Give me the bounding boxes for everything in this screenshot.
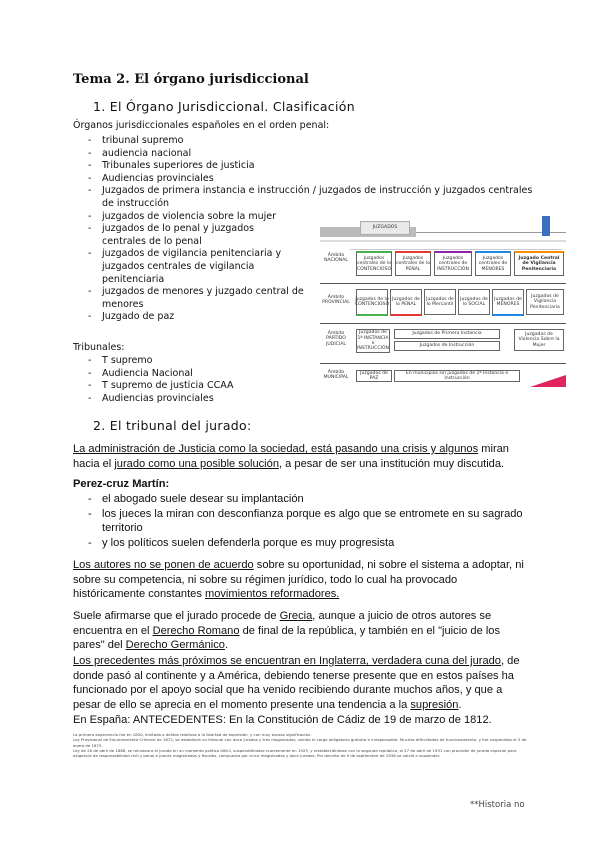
juzgados-diagram [320,213,566,387]
diagram-cell: Juzgados de Vigilancia Penitenciaria [526,289,564,315]
tribunales-label: Tribunales: [73,342,125,353]
diagram-cell: Juzgados de Instrucción [394,341,500,351]
diagram-cell: Juzgados centrales de lo CONTENCIOSO [356,251,392,276]
list-item: - Tribunales superiores de justicia [73,160,533,173]
paragraph-precedentes: Los precedentes más próximos se encuentran en Inglaterra, verdadera cuna del jurado, de donde pasó al continente y a América, debiendo tenerse presente que en estos países ha funcionado por el apoyo social que ha venido recibiendo durante muchos años, y que a pesar de ello se aprecia en el momento presente una tendencia a la supresión. [73,655,520,711]
list-item: - Audiencias provinciales [73,393,373,406]
list-item: - Audiencias provinciales [73,173,533,186]
list-item: - Juzgado de paz [73,311,533,324]
list-item: - juzgados de menores y juzgado central de menores [73,286,312,311]
diagram-cell: Juzgados de lo PENAL [390,289,422,316]
row-label-nacional: Ámbito NACIONAL [324,253,348,264]
list-item: - el abogado suele desear su implantación [73,492,523,507]
footnotes [73,732,527,758]
list-item: - juzgados de violencia sobre la mujer [73,211,302,224]
list-item: - juzgados de lo penal y juzgados centrales de lo penal [73,223,287,248]
juzgados-label: JUZGADOS [360,221,410,235]
diagram-cell: Juzgados de 1ª INSTANCIA e INSTRUCCIÓN [357,330,389,352]
footnote: Ley de 20 de abril de 1888, se reinstaura el jurado en un momento político difícil, suspendiéndose nuevamente en 1923, y restableciéndose con la segunda república, el 27 de abril de 1931 con provisión de jurado especial para exigencia de responsabilidad civil y penal a jueces magistrados y fiscales, compuesto por cinco magistrados y doce jurados. Por decreto de 9 de septiembre de 1936 se volvió a suspender. [73,747,517,759]
list-item: - juzgados de vigilancia penitenciaria y juzgados centrales de vigilancia penitenciaria [73,248,307,286]
diagram-cell: Juzgados de Violencia Sobre la Mujer [514,329,564,351]
list-item: - Audiencia Nacional [73,368,373,381]
footnote: La primera experiencia fue en 1820, limitada a delitos relativos a la libertad de expresión, y con muy escasa significación. [73,732,312,737]
row-label-provincial: Ámbito PROVINCIAL [322,295,350,306]
diagram-cell: Juzgados centrales de lo PENAL [395,251,431,276]
page-footer: **Historia no [470,800,525,810]
section1-intro: Órganos jurisdiccionales españoles en el orden penal: [73,120,330,131]
perez-list [73,492,523,550]
list-item: - y los políticos suelen defenderla porque es muy progresista [73,536,523,551]
diagram-cell: Juzgados de Primera Instancia [394,329,500,339]
list-item: - los jueces la miran con desconfianza porque es algo que se entromete en su sagrado territorio [73,507,523,536]
diagram-cell: Juzgados de lo SOCIAL [458,289,490,315]
diagram-cell: Juzgados de lo CONTENCIOSO [356,289,388,316]
paragraph-espana: En España: ANTECEDENTES: En la Constitución de Cádiz de 19 de marzo de 1812. [73,714,492,726]
paragraph-crisis: La administración de Justicia como la sociedad, está pasando una crisis y algunos miran hacia el jurado como una posible solución, a pesar de ser una institución muy discutida. [73,443,509,470]
list-item: - audiencia nacional [73,148,533,161]
diagram-decoration [530,373,566,387]
row-label-municipal: Ámbito MUNICIPAL [323,370,349,381]
footnote: Ley Provisional de Enjuiciamiento Criminal de 1872, se establecía un tribunal con doce jurados y tres magistrados, siendo el cargo obligatorio gratuito e irresponsable. Muchas dificultades de funcionamiento, y fue suspendido el 3 de enero de 1875. [73,737,527,748]
row-label-partido: Ámbito PARTIDO JUDICIAL [326,331,346,347]
diagram-cell: Juzgados de PAZ [356,370,392,382]
list-item: - Juzgados de primera instancia e instrucción / juzgados de instrucción y juzgados centrales de instrucción [73,185,533,210]
paragraph-autores: Los autores no se ponen de acuerdo sobre su oportunidad, ni sobre el sistema a adoptar, ni sobre su competencia, ni sobre su régimen jurídico, todo lo cual ha provocado históricamente constantes movimientos reformadores. [73,559,524,601]
diagram-cell: Juzgados centrales de MENORES [475,251,511,276]
section1-heading: 1. El Órgano Jurisdiccional. Clasificación [93,99,355,114]
list-item: - T supremo de justicia CCAA [73,380,373,393]
page-title: Tema 2. El órgano jurisdiccional [73,72,309,87]
diagram-cell: En municipios sin juzgados de 1ª Instancia e Instrucción [394,370,520,382]
diagram-cell: Juzgado Central de Vigilancia Penitenciaria [514,251,564,276]
list-item: - T supremo [73,355,373,368]
diagram-cell: Juzgados centrales de INSTRUCCIÓN [434,251,472,276]
section2-heading: 2. El tribunal del jurado: [93,418,252,433]
diagram-cell: Juzgados de MENORES [492,289,524,316]
diagram-cell: Juzgados de lo Mercantil [424,289,456,315]
perez-label: Perez-cruz Martín: [73,478,170,490]
paragraph-origen: Suele afirmarse que el jurado procede de Grecia, aunque a juicio de otros autores se encuentra en el Derecho Romano de final de la república, y también en el "juicio de los pares" del Derecho Germánico. [73,610,501,652]
list-item: - tribunal supremo [73,135,533,148]
